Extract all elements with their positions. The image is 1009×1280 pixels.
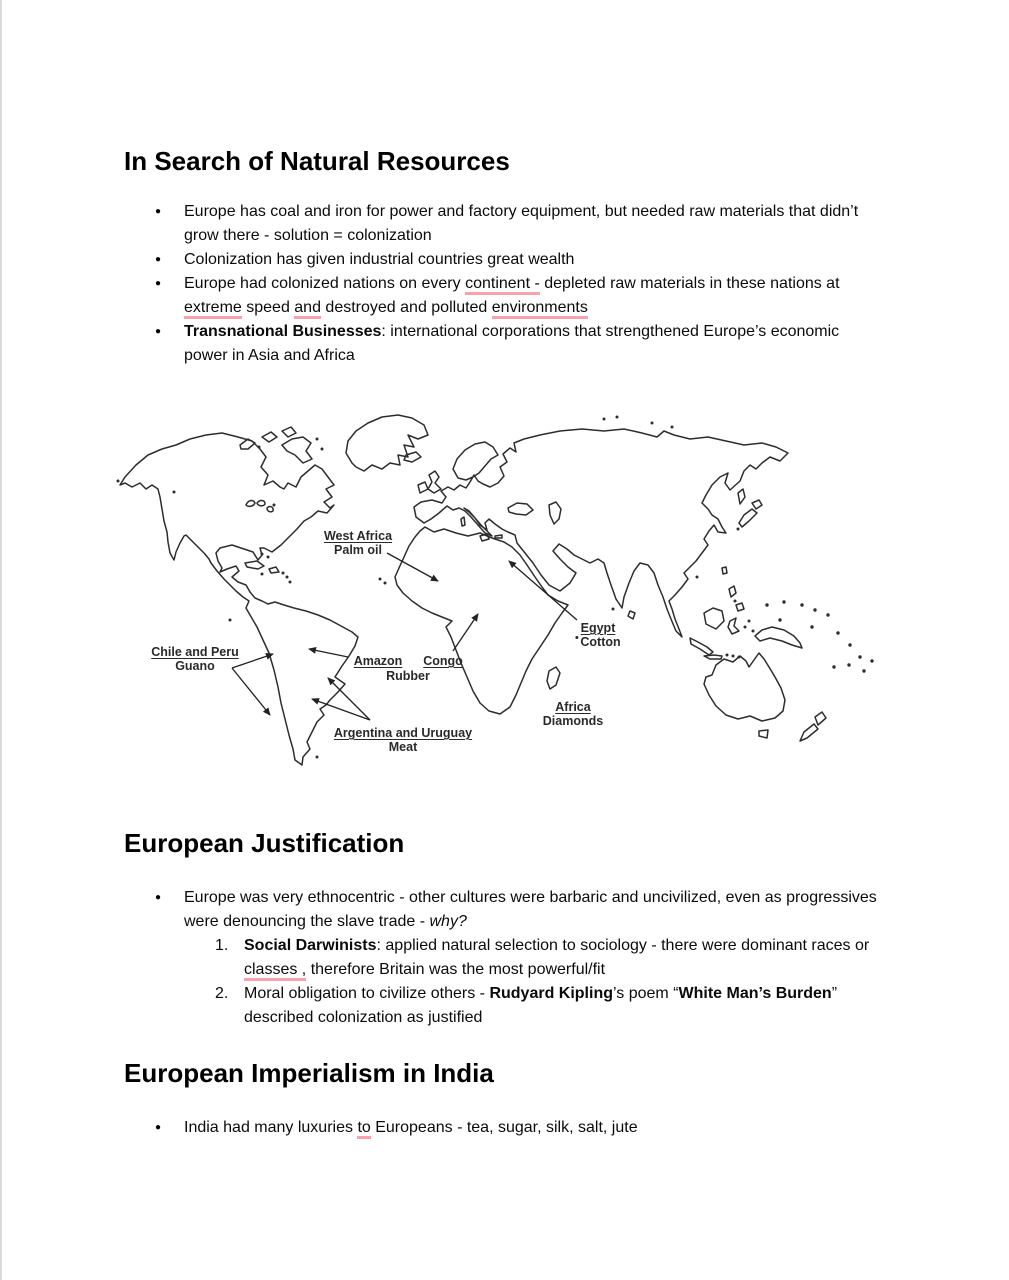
map-tasmania [759,730,768,738]
list-item: ● India had many luxuries to Europeans - tea, sugar, silk, salt, jute [124,1116,884,1140]
list-item: ● Europe has coal and iron for power and factory equipment, but needed raw materials that didn’t grow there - solution = colonization [124,200,884,248]
list-item: ● Colonization has given industrial countries great wealth [124,248,884,272]
heading-imperialism-india: European Imperialism in India [124,1058,494,1088]
map-sri-lanka [628,611,635,619]
location-dot-icon [575,636,578,639]
map-africa-outline [395,527,568,714]
list-item: ● Europe was very ethnocentric - other cultures were barbaric and uncivilized, even as progressives were denouncing the slave trade - why? [124,886,884,934]
map-label-congo: Congo [423,654,463,668]
list-number: 1. [215,937,229,954]
list-item-numbered: 2. Moral obligation to civilize others - Rudyard Kipling’s poem “White Man’s Burden” described colonization as justified [124,982,884,1030]
section-natural-resources [124,146,904,368]
section-imperialism-india [124,1058,904,1140]
map-uk [418,471,441,493]
map-taiwan [722,567,727,574]
map-madagascar [547,667,560,689]
map-new-guinea [755,627,802,648]
section-european-justification [124,828,904,1030]
map-japan [739,500,762,527]
map-island-dots [117,416,874,759]
map-greenland [346,415,428,471]
list-item: ● Transnational Businesses: international corporations that strengthened Europe’s economic power in Asia and Africa [124,320,884,368]
bullet-list [124,200,904,368]
bullet-list [124,886,904,1030]
map-great-lakes [246,500,273,511]
heading-natural-resources: In Search of Natural Resources [124,146,510,176]
map-label-rubber: Rubber [386,669,430,683]
map-americas-outline [120,433,358,765]
map-philippines [729,586,744,611]
map-label-amazon: Amazon [353,654,403,668]
map-label-west-africa: West Africa Palm oil [323,529,393,557]
list-item: ● Europe had colonized nations on every continent - depleted raw materials in these nations at extreme speed and destroyed and polluted environments [124,272,884,320]
map-label-argentina-uruguay: Argentina and Uruguay Meat [333,726,473,754]
map-label-egypt: Egypt Cotton [575,621,620,649]
map-caribbean [245,561,279,573]
map-australia-outline [704,653,785,721]
map-black-sea [508,503,533,515]
map-arctic-islands [240,427,312,463]
map-borneo [704,608,724,629]
heading-european-justification: European Justification [124,828,405,858]
map-sumatra [690,638,713,655]
list-number: 2. [215,985,229,1002]
world-map-figure [112,405,902,780]
map-label-chile-peru: Chile and Peru Guano [151,645,239,673]
map-caspian-sea [549,502,561,524]
map-annotation-arrows [232,553,577,720]
map-sakhalin [738,489,745,504]
world-map-svg [112,405,902,780]
map-label-africa: Africa Diamonds [542,700,604,728]
list-item-numbered: 1. Social Darwinists: applied natural selection to sociology - there were dominant races or classes , therefore Britain was the most powerful/fit [124,934,884,982]
map-java [704,655,722,659]
bullet-list [124,1116,904,1140]
map-new-zealand [800,712,826,741]
map-eurasia-outline [414,429,788,637]
map-scandinavia [453,442,498,480]
map-sulawesi [728,618,739,634]
